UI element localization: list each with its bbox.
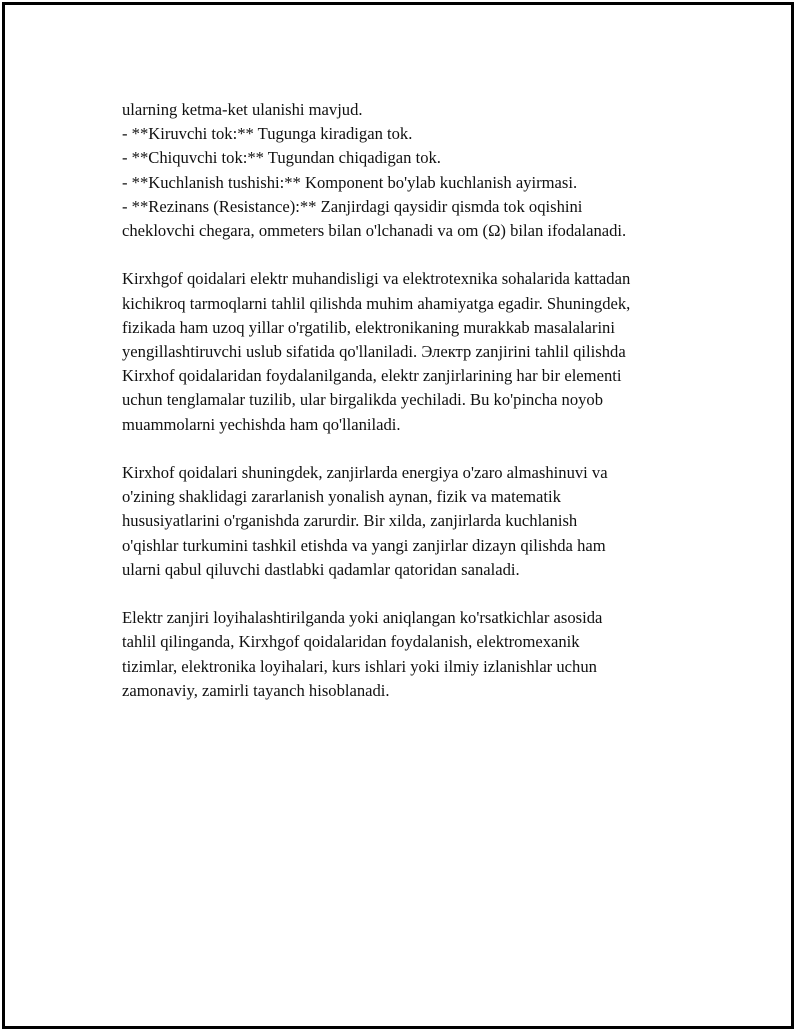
- text-line: o'qishlar turkumini tashkil etishda va yangi zanjirlar dizayn qilishda ham: [122, 535, 606, 555]
- paragraph-gap: [122, 437, 722, 461]
- paragraph-gap: [122, 243, 722, 267]
- text-line: ularni qabul qiluvchi dastlabki qadamlar qatoridan sanaladi.: [122, 559, 520, 579]
- paragraph-2: [122, 461, 722, 582]
- intro-list: [122, 98, 722, 243]
- list-item: - **Rezinans (Resistance):** Zanjirdagi qaysidir qismda tok oqishini: [122, 196, 583, 216]
- list-item: - **Chiquvchi tok:** Tugundan chiqadigan tok.: [122, 148, 441, 168]
- list-item: - **Kiruvchi tok:** Tugunga kiradigan tok.: [122, 124, 413, 144]
- text-line: zamonaviy, zamirli tayanch hisoblanadi.: [122, 680, 390, 700]
- paragraph-3: [122, 606, 722, 703]
- text-line: fizikada ham uzoq yillar o'rgatilib, elektronikaning murakkab masalalarini: [122, 317, 615, 337]
- text-line: o'zining shaklidagi zararlanish yonalish aynan, fizik va matematik: [122, 487, 561, 507]
- text-line: tizimlar, elektronika loyihalari, kurs ishlari yoki ilmiy izlanishlar uchun: [122, 656, 597, 676]
- text-line: tahlil qilinganda, Kirxhgof qoidalaridan foydalanish, elektromexanik: [122, 632, 580, 652]
- text-line: Kirxhof qoidalari shuningdek, zanjirlarda energiya o'zaro almashinuvi va: [122, 463, 608, 483]
- text-line: Kirxhgof qoidalari elektr muhandisligi va elektrotexnika sohalarida kattadan: [122, 269, 631, 289]
- list-item: - **Kuchlanish tushishi:** Komponent bo'ylab kuchlanish ayirmasi.: [122, 172, 578, 192]
- document-body: [122, 98, 722, 703]
- text-line: muammolarni yechishda ham qo'llaniladi.: [122, 414, 401, 434]
- text-line: uchun tenglamalar tuzilib, ular birgalikda yechiladi. Bu ko'pincha noyob: [122, 390, 604, 410]
- text-line: Elektr zanjiri loyihalashtirilganda yoki aniqlangan ko'rsatkichlar asosida: [122, 608, 603, 628]
- text-line: kichikroq tarmoqlarni tahlil qilishda muhim ahamiyatga egadir. Shuningdek,: [122, 293, 631, 313]
- text-line: ularning ketma-ket ulanishi mavjud.: [122, 100, 363, 119]
- text-line: hususiyatlarini o'rganishda zarurdir. Bir xilda, zanjirlarda kuchlanish: [122, 511, 578, 531]
- paragraph-1: [122, 267, 722, 436]
- text-line: Kirxhof qoidalaridan foydalanilganda, elektr zanjirlarining har bir elementi: [122, 366, 622, 386]
- paragraph-gap: [122, 582, 722, 606]
- text-line: cheklovchi chegara, ommeters bilan o'lchanadi va om (Ω) bilan ifodalanadi.: [122, 221, 627, 241]
- page-frame: [2, 2, 794, 1029]
- text-line: yengillashtiruvchi uslub sifatida qo'llaniladi. Электр zanjirini tahlil qilishda: [122, 342, 626, 362]
